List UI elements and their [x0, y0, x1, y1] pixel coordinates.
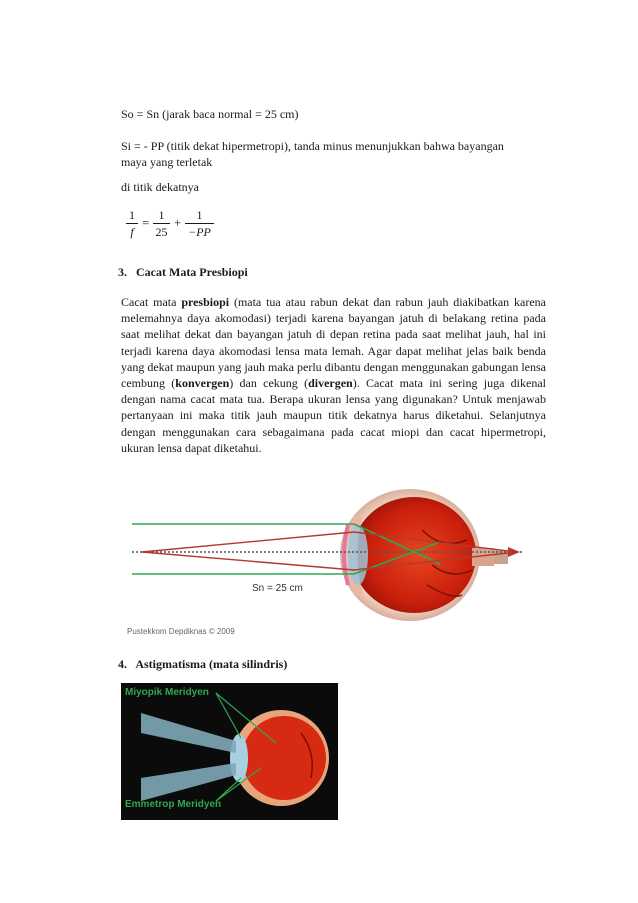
formula-num: 1: [129, 208, 135, 222]
formula-den: −PP: [188, 225, 211, 239]
lens-formula: [126, 208, 216, 248]
fraction-1-over-f: [126, 208, 138, 239]
fraction-1-over-minus-pp: [185, 208, 214, 239]
eyeball: [340, 489, 508, 621]
credit-label: Pustekkom Depdiknas © 2009: [127, 627, 235, 636]
emmetrop-label: Emmetrop Meridyen: [125, 799, 222, 810]
astigmatisma-diagram: [121, 683, 338, 820]
equals-sign: =: [142, 215, 150, 230]
formula-num: 1: [158, 208, 165, 222]
fraction-bar: [185, 223, 214, 224]
text-run: Cacat mata: [121, 295, 182, 309]
miyopik-label: Miyopik Meridyen: [125, 687, 209, 698]
section-3-paragraph: [121, 294, 546, 456]
section-3-heading: 3. Cacat Mata Presbiopi: [118, 265, 248, 279]
dekat-line: di titik dekatnya: [121, 180, 199, 194]
si-line-1: Si = - PP (titik dekat hipermetropi), tanda minus menunjukkan bahwa bayangan: [121, 139, 504, 153]
text-run: ) dan cekung (: [229, 376, 309, 391]
plus-sign: +: [174, 215, 182, 230]
formula-num: 1: [196, 208, 203, 222]
presbiopi-eye-diagram: [122, 470, 542, 640]
formula-den: f: [130, 225, 134, 239]
text-run: ). Cacat mata ini sering juga dikenal dengan nama cacat mata tua. Berapa ukuran lensa yang digunakan? Untuk menjawab pertanyaan ini maka titik jauh maupun titik dekatnya harus diketahui. Selanjutnya dengan menggunakan cara sebagaimana pada cacat miopi dan cacat hipermetropi, ukuran lensa dapat diketahui.: [121, 376, 546, 455]
si-line-2: maya yang terletak: [121, 155, 213, 169]
term-presbiopi: presbiopi: [181, 295, 230, 309]
section-4-heading: 4. Astigmatisma (mata silindris): [118, 657, 288, 671]
sn-label: Sn = 25 cm: [252, 583, 303, 594]
arrow-head: [508, 547, 520, 557]
term-divergen: divergen: [308, 376, 353, 391]
formula-den: 25: [155, 225, 168, 239]
fraction-bar: [153, 223, 170, 224]
term-konvergen: konvergen: [175, 376, 230, 391]
fraction-1-over-25: [153, 208, 170, 239]
so-line: So = Sn (jarak baca normal = 25 cm): [121, 107, 299, 121]
text-run: (mata tua atau rabun dekat dan rabun jauh diakibatkan karena melemahnya daya akomodasi) terjadi karena bayangan jatuh di belakang retina pada saat melihat dekat dan bayangan jatuh di depan retina pada saat melihat jauh, hal ini terjadi karena daya akomodasi lensa mata lemah. Agar dapat melihat jelas baik benda yang dekat maupun yang jauh maka perlu dibantu dengan menggunakan gabungan lensa cembung (: [121, 295, 546, 391]
fraction-bar: [126, 223, 138, 224]
